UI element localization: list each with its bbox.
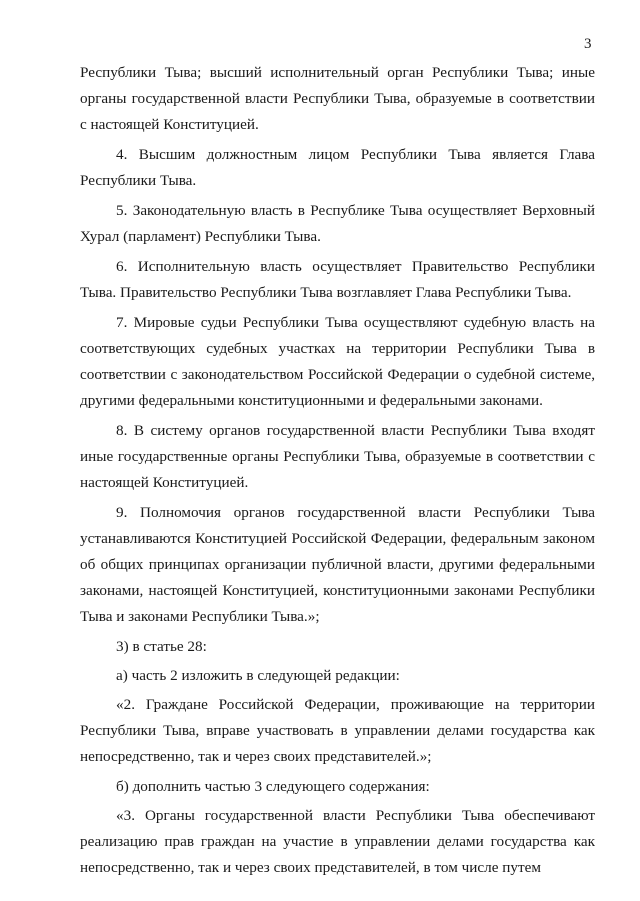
paragraph-part-2-instruction: а) часть 2 изложить в следующей редакции: — [116, 667, 400, 684]
paragraph-article-28: 3) в статье 28: — [116, 638, 207, 655]
page-number: 3 — [584, 36, 592, 52]
paragraph-item-6: 6. Исполнительную власть осуществляет Правительство Республики Тыва. Правительство Республики Тыва возглавляет Глава Республики Тыва. — [80, 258, 595, 301]
paragraph-item-8: 8. В систему органов государственной власти Республики Тыва входят иные государственные органы Республики Тыва, образуемые в соответствии с настоящей Конституцией. — [80, 422, 595, 491]
paragraph-part-3-instruction: б) дополнить частью 3 следующего содержания: — [116, 778, 430, 795]
paragraph-item-5: 5. Законодательную власть в Республике Тыва осуществляет Верховный Хурал (парламент) Республики Тыва. — [80, 202, 595, 245]
paragraph-item-4: 4. Высшим должностным лицом Республики Тыва является Глава Республики Тыва. — [80, 146, 595, 189]
paragraph-continuation: Республики Тыва; высший исполнительный орган Республики Тыва; иные органы государственной власти Республики Тыва, образуемые в соответствии с настоящей Конституцией. — [80, 64, 595, 133]
document-body — [80, 60, 595, 885]
paragraph-part-3-text: «3. Органы государственной власти Республики Тыва обеспечивают реализацию прав граждан на участие в управлении делами государства как непосредственно, так и через своих представителей, в том числе путем — [80, 807, 595, 876]
paragraph-part-2-text: «2. Граждане Российской Федерации, проживающие на территории Республики Тыва, вправе участвовать в управлении делами государства как непосредственно, так и через своих представителей.»; — [80, 696, 595, 765]
paragraph-item-9: 9. Полномочия органов государственной власти Республики Тыва устанавливаются Конституцией Российской Федерации, федеральным законом об общих принципах организации публичной власти, другими федеральными законами, настоящей Конституцией, конституционными законами Республики Тыва и законами Республики Тыва.»; — [80, 504, 595, 625]
paragraph-item-7: 7. Мировые судьи Республики Тыва осуществляют судебную власть на соответствующих судебных участках на территории Республики Тыва в соответствии с законодательством Российской Федерации о судебной системе, другими федеральными конституционными и федеральными законами. — [80, 314, 595, 409]
